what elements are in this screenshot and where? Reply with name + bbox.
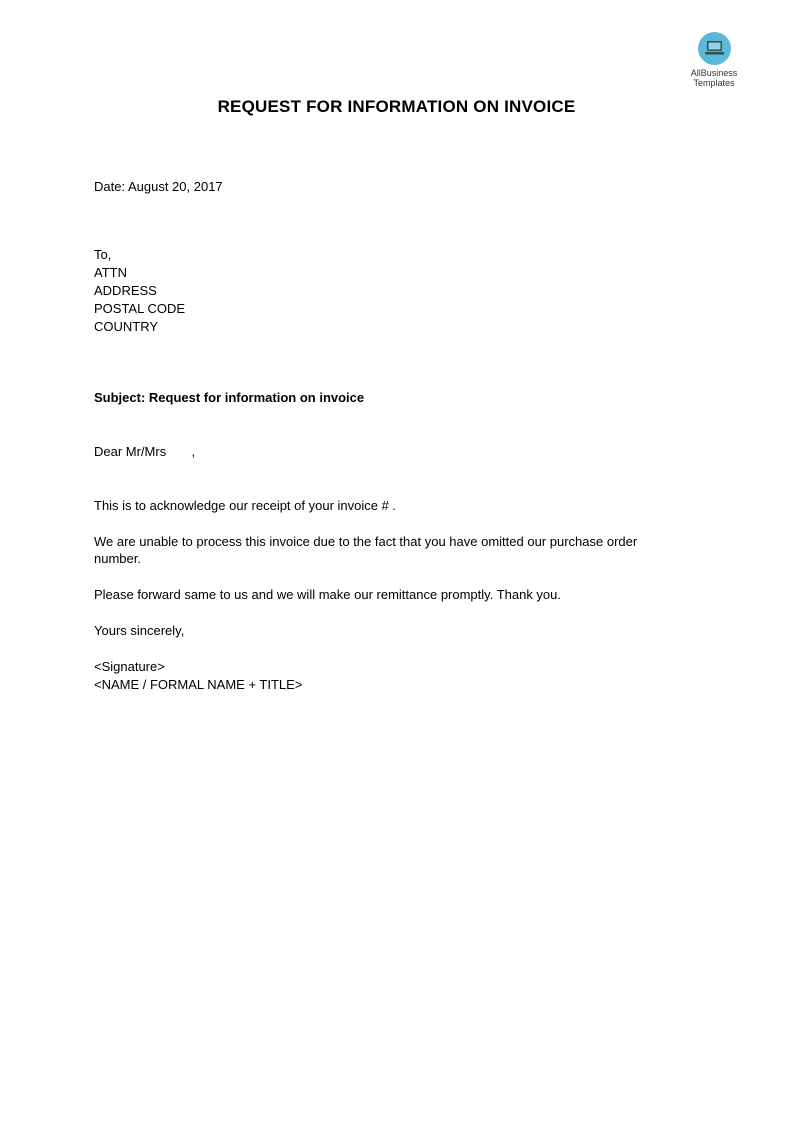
logo-text-line2: Templates (693, 78, 735, 88)
name-title-placeholder: <NAME / FORMAL NAME + TITLE> (94, 677, 303, 692)
address-country: COUNTRY (94, 319, 159, 334)
body-paragraph-1: This is to acknowledge our receipt of your invoice # . (94, 498, 397, 513)
address-to: To, (94, 247, 112, 262)
signature-placeholder: <Signature> (94, 659, 165, 674)
body-paragraph-3: Please forward same to us and we will make our remittance promptly. Thank you. (94, 587, 562, 602)
document-title: REQUEST FOR INFORMATION ON INVOICE (217, 97, 576, 116)
closing: Yours sincerely, (94, 623, 185, 638)
laptop-icon (698, 32, 731, 65)
brand-logo (680, 32, 748, 88)
subject-line: Subject: Request for information on invoice (94, 390, 365, 405)
date-line: Date: August 20, 2017 (94, 179, 223, 194)
salutation: Dear Mr/Mrs , (94, 444, 196, 459)
address-postal-code: POSTAL CODE (94, 301, 186, 316)
address-line: ADDRESS (94, 283, 157, 298)
address-attn: ATTN (94, 265, 127, 280)
logo-text-line1: AllBusiness (690, 68, 738, 78)
body-paragraph-2: We are unable to process this invoice due to the fact that you have omitted our purchase order number. (94, 534, 638, 566)
